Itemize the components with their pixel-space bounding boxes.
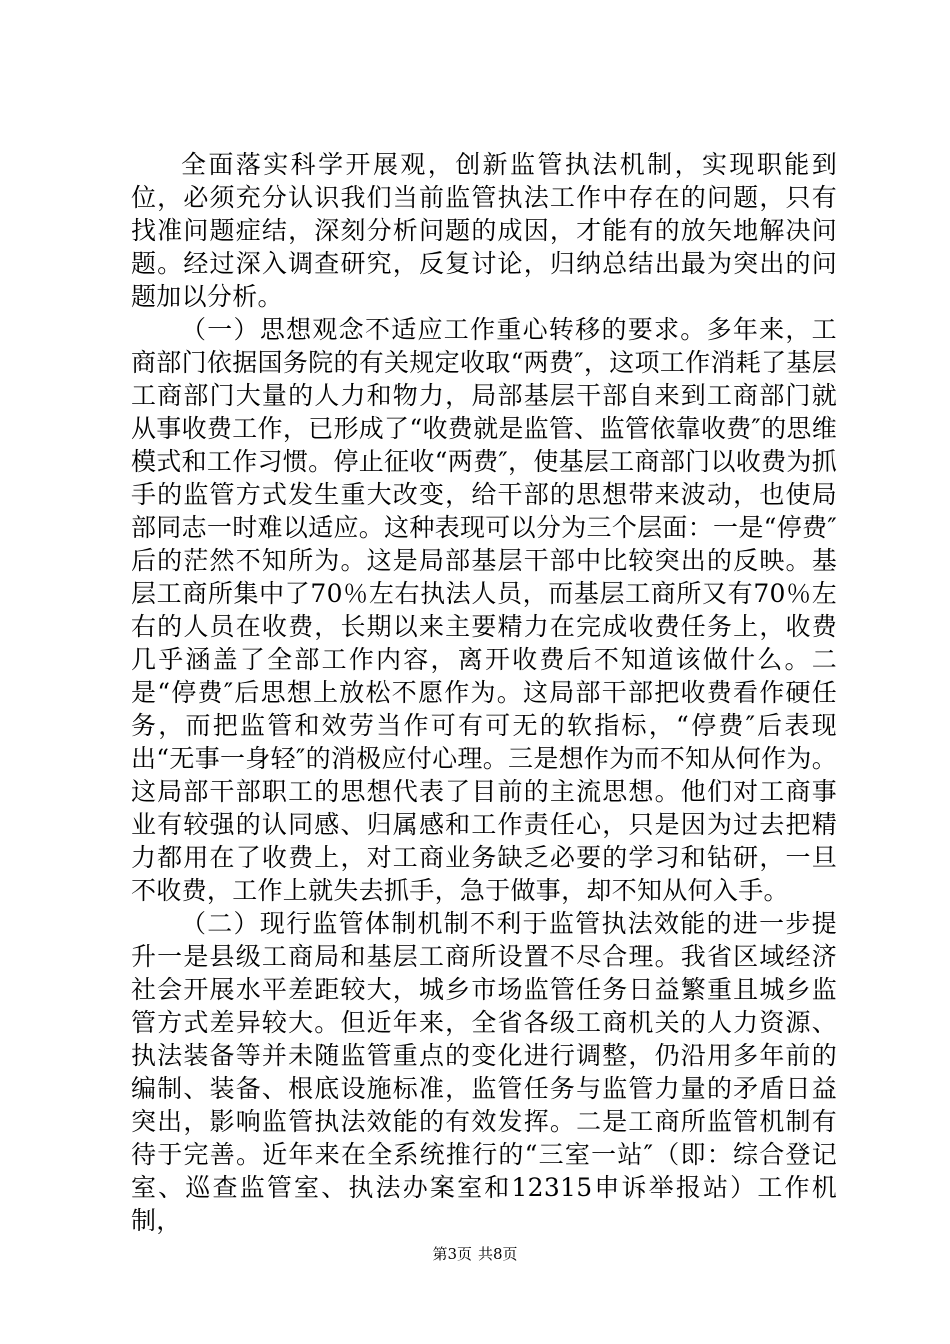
paragraph-section-2: （二）现行监管体制机制不利于监管执法效能的进一步提升一是县级工商局和基层工商所设置不尽合理。我省区域经济社会开展水平差距较大，城乡市场监管任务日益繁重且城乡监管方式差异较大。但近年来，全省各级工商机关的人力资源、执法装备等并未随监管重点的变化进行调整，仍沿用多年前的编制、装备、根底设施标准，监管任务与监管力量的矛盾日益突出，影响监管执法效能的有效发挥。二是工商所监管机制有待于完善。近年来在全系统推行的“三室一站″（即：综合登记室、巡查监管室、执法办案室和12315申诉举报站）工作机制， xyxy=(131,909,837,1235)
page-footer xyxy=(0,1244,950,1264)
paragraph-section-1: （一）思想观念不适应工作重心转移的要求。多年来，工商部门依据国务院的有关规定收取“两费″，这项工作消耗了基层工商部门大量的人力和物力，局部基层干部自来到工商部门就从事收费工作，已形成了“收费就是监管、监管依靠收费″的思维模式和工作习惯。停止征收“两费″，使基层工商部门以收费为抓手的监管方式发生重大改变，给干部的思想带来波动，也使局部同志一时难以适应。这种表现可以分为三个层面：一是“停费″后的茫然不知所为。这是局部基层干部中比较突出的反映。基层工商所集中了70％左右执法人员，而基层工商所又有70％左右的人员在收费，长期以来主要精力在完成收费任务上，收费几乎涵盖了全部工作内容，离开收费后不知道该做什么。二是“停费″后思想上放松不愿作为。这局部干部把收费看作硬任务，而把监管和效劳当作可有可无的软指标，“停费″后表现出“无事一身轻″的消极应付心理。三是想作为而不知从何作为。这局部干部职工的思想代表了目前的主流思想。他们对工商事业有较强的认同感、归属感和工作责任心，只是因为过去把精力都用在了收费上，对工商业务缺乏必要的学习和钻研，一旦不收费，工作上就失去抓手，急于做事，却不知从何入手。 xyxy=(131,315,837,905)
paragraph-intro: 全面落实科学开展观，创新监管执法机制，实现职能到位，必须充分认识我们当前监管执法工作中存在的问题，只有找准问题症结，深刻分析问题的成因，才能有的放矢地解决问题。经过深入调查研究，反复讨论，归纳总结出最为突出的问题加以分析。 xyxy=(131,150,837,311)
page-total: 共8页 xyxy=(478,1245,518,1263)
page-number: 第3页 xyxy=(432,1245,472,1263)
document-body xyxy=(131,148,837,1237)
